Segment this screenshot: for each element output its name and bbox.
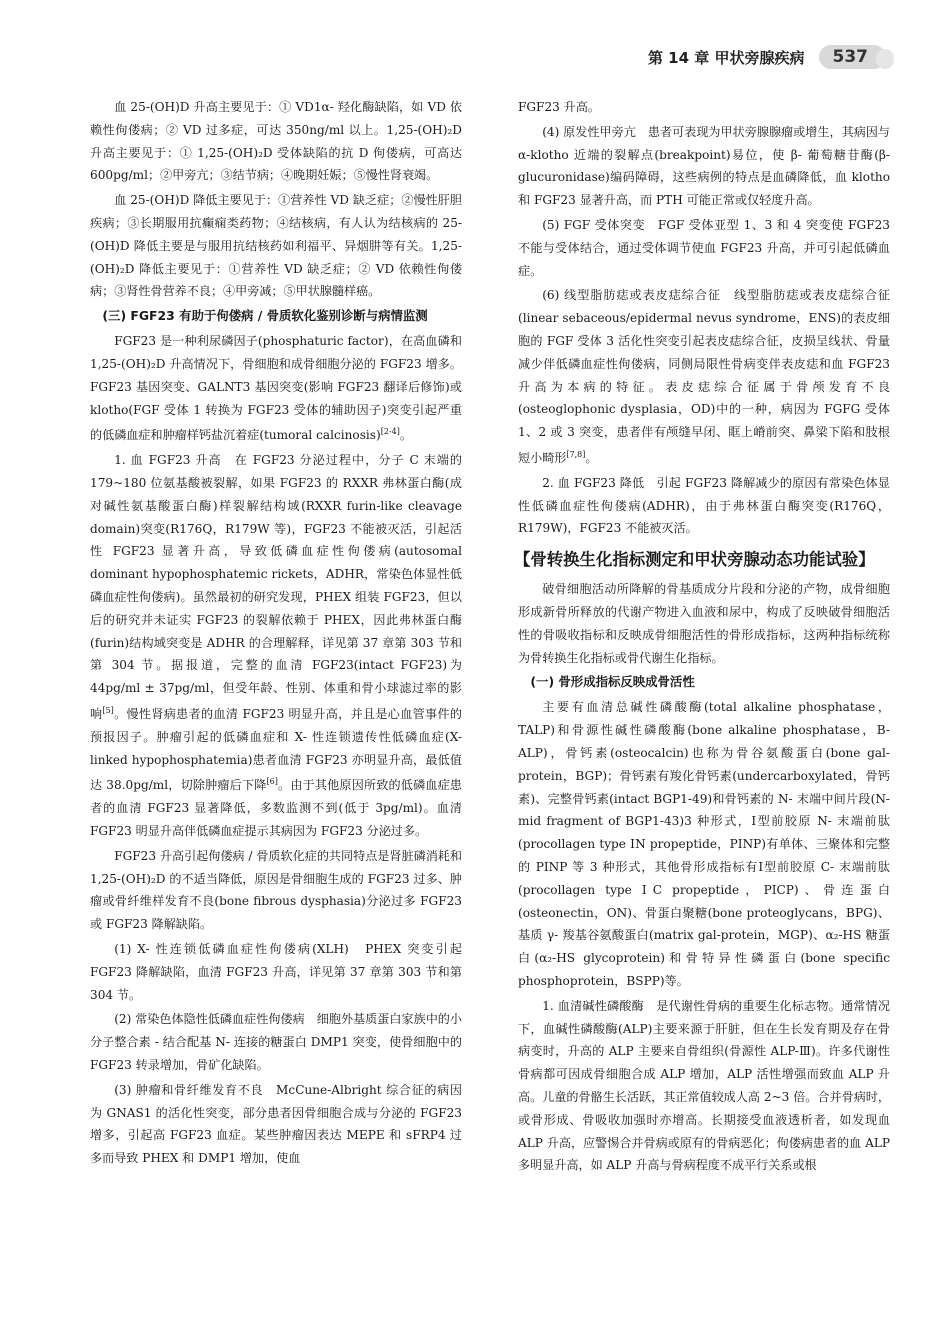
- paragraph-text: (6) 线型脂肪痣或表皮痣综合征 线型脂肪痣或表皮痣综合征(linear sebaceous/epidermal nevus syndrome，ENS)的表皮细胞的 FGF 受体 3 活化性突变引起表皮痣综合征，皮损呈线状、骨量减少伴低磷血症性佝偻病，同侧局限性骨病变伴表皮痣和血 FGF23 升高为本病的特征。表皮痣综合征属于骨颅发育不良(osteoglophonic dysplasia，OD)中的一种，病因为 FGFG 受体 1、2 或 3 突变，患者伴有颅缝早闭、眶上嵴前突、鼻梁下陷和肢根短小畸形: [518, 288, 890, 465]
- paragraph-text: 。: [585, 450, 598, 465]
- citation: [2-4]: [380, 427, 400, 437]
- paragraph: [90, 330, 462, 447]
- paragraph: 血 25-(OH)D 升高主要见于：① VD1α- 羟化酶缺陷，如 VD 依赖性佝偻病；② VD 过多症，可达 350ng/ml 以上。1,25-(OH)₂D 升高主要见于：① 1,25-(OH)₂D 受体缺陷的抗 D 佝偻病，可高达 600pg/ml；②甲旁亢；③结节病；④晚期妊娠；⑤慢性肾衰竭。: [90, 100, 462, 183]
- citation: [6]: [266, 777, 278, 787]
- citation: [5]: [102, 705, 114, 715]
- paragraph-text: FGF23 是一种利尿磷因子(phosphaturic factor)，在高血磷和 1,25-(OH)₂D 升高情况下，骨细胞和成骨细胞分泌的 FGF23 增多。FGF23 基因突变、GALNT3 基因突变(影响 FGF23 翻译后修饰)或 klotho(FGF 受体 1 转换为 FGF23 受体的辅助因子)突变引起严重的低磷血症和肿瘤样钙盐沉着症(tumoral calcinosis): [90, 334, 462, 443]
- left-column: [90, 96, 462, 1296]
- paragraph: [90, 449, 462, 843]
- paragraph: 血 25-(OH)D 降低主要见于：①营养性 VD 缺乏症；②慢性肝胆疾病；③长期服用抗癫痫类药物；④结核病，有人认为结核病的 25-(OH)D 降低主要是与服用抗结核药如利福平、异烟肼等有关。1,25-(OH)₂D 降低主要见于：①营养性 VD 缺乏症；② VD 依赖性佝偻病；③肾性骨营养不良；④甲旁减；⑤甲状腺髓样癌。: [90, 193, 462, 299]
- chapter-title: 第 14 章 甲状旁腺疾病: [647, 48, 805, 67]
- paragraph: 主要有血清总碱性磷酸酶(total alkaline phosphatase，TALP)和骨源性碱性磷酸酶(bone alkaline phosphatase，B-ALP)，骨钙素(osteocalcin)也称为骨谷氨酸蛋白(bone gal-protein，BGP)；骨钙素有羧化骨钙素(undercarboxylated，骨钙素)、完整骨钙素(intact BGP1-49)和骨钙素的 N- 末端中间片段(N-mid fragment of BGP1-43)3 种形式，Ⅰ型前胶原 N- 末端前肽(procollagen type ⅠN propeptide，PINP)有单体、三聚体和完整的 PINP 等 3 种形式，其他骨形成指标有Ⅰ型前胶原 C- 末端前肽(procollagen type ⅠC propeptide，PICP)、骨连蛋白(osteonectin，ON)、骨蛋白聚糖(bone proteoglycans，BPG)、基质 γ- 羧基谷氨酸蛋白(matrix gal-protein，MGP)、α₂-HS 糖蛋白(α₂-HS glycoprotein)和骨特异性磷蛋白(bone specific phosphoprotein，BSPP)等。: [518, 700, 890, 988]
- text-columns: [90, 96, 890, 1296]
- paragraph-text: 。: [399, 428, 412, 443]
- paragraph: (5) FGF 受体突变 FGF 受体亚型 1、3 和 4 突变使 FGF23 不能与受体结合，通过受体调节使血 FGF23 升高，并可引起低磷血症。: [518, 217, 890, 278]
- paragraph: (4) 原发性甲旁亢 患者可表现为甲状旁腺腺瘤或增生，其病因与 α-klotho 近端的裂解点(breakpoint)易位，使 β- 葡萄糖苷酶(β-glucuronidase)编码障碍，这些病例的特点是血磷降低，血 klotho 和 FGF23 显著升高，而 PTH 可能正常或仅轻度升高。: [518, 124, 890, 208]
- paragraph: (3) 肿瘤和骨纤维发育不良 McCune-Albright 综合征的病因为 GNAS1 的活化性突变，部分患者因骨细胞合成与分泌的 FGF23 增多，引起高 FGF23 血症。某些肿瘤因表达 MEPE 和 sFRP4 过多而导致 PHEX 和 DMP1 增加，使血: [90, 1082, 462, 1166]
- citation: [7,8]: [566, 449, 586, 459]
- page-number: 537: [819, 45, 887, 69]
- paragraph: 2. 血 FGF23 降低 引起 FGF23 降解减少的原因有常染色体显性低磷血症性佝偻病(ADHR)，由于弗林蛋白酶突变(R176Q，R179W)，FGF23 不能被灭活。: [518, 475, 890, 536]
- subsection-heading: (一) 骨形成指标反映成骨活性: [530, 674, 695, 690]
- page-header: [648, 42, 886, 72]
- paragraph: FGF23 升高引起佝偻病 / 骨质软化症的共同特点是肾脏磷消耗和 1,25-(OH)₂D 的不适当降低，原因是骨细胞生成的 FGF23 过多、肿瘤或骨纤维样发育不良(bone fibrous dysphasia)分泌过多 FGF23 或 FGF23 降解缺陷。: [90, 848, 462, 932]
- paragraph: (2) 常染色体隐性低磷血症性佝偻病 细胞外基质蛋白家族中的小分子整合素 - 结合配基 N- 连接的糖蛋白 DMP1 突变，使骨细胞中的 FGF23 转录增加，骨矿化缺陷。: [90, 1012, 462, 1072]
- paragraph-text: 。慢性肾病患者的血清 FGF23 明显升高，并且是心血管事件的预报因子。肿瘤引起的低磷血症和 X- 性连锁遗传性低磷血症(X-linked hypophosphatemia)患者血清 FGF23 亦明显升高，最低值达 38.0pg/ml，切除肿瘤后下降: [90, 706, 462, 793]
- subsection-heading: (三) FGF23 有助于佝偻病 / 骨质软化鉴别诊断与病情监测: [102, 308, 428, 324]
- section-heading: 【骨转换生化指标测定和甲状旁腺动态功能试验】: [514, 550, 875, 570]
- paragraph-text: 1. 血 FGF23 升高 在 FGF23 分泌过程中，分子 C 末端的 179~180 位氨基酸被裂解，如果 FGF23 的 RXXR 弗林蛋白酶(成对碱性氨基酸蛋白酶)样裂解结构域(RXXR furin-like cleavage domain)突变(R176Q，R179W 等)，FGF23 不能被灭活，引起活性 FGF23 显著升高，导致低磷血症性佝偻病(autosomal dominant hypophosphatemic rickets，ADHR，常染色体显性低磷血症性佝偻病)。虽然最初的研究发现，PHEX 组装 FGF23，但以后的研究并未证实 FGF23 的裂解依赖于 PHEX，因此弗林蛋白酶(furin)结构域突变是 ADHR 的合理解释，详见第 37 章第 303 节和第 304 节。据报道，完整的血清 FGF23(intact FGF23)为 44pg/ml ± 37pg/ml，但受年龄、性别、体重和骨小球滤过率的影响: [90, 453, 462, 721]
- paragraph: 1. 血清碱性磷酸酶 是代谢性骨病的重要生化标志物。通常情况下，血碱性磷酸酶(ALP)主要来源于肝脏，但在生长发育期及存在骨病变时，升高的 ALP 主要来自骨组织(骨源性 ALP-Ⅲ)。许多代谢性骨病都可因成骨细胞合成 ALP 增加，ALP 活性增强而致血 ALP 升高。儿童的骨骼生长活跃，其正常值较成人高 2~3 倍。合并骨病时，或骨形成、骨吸收加强时亦增高。长期接受血液透析者，如发现血 ALP 升高，应警惕合并骨病或原有的骨病恶化；佝偻病患者的血 ALP 多明显升高，如 ALP 升高与骨病程度不成平行关系或根: [518, 998, 890, 1173]
- paragraph: [518, 284, 890, 469]
- paragraph: FGF23 升高。: [518, 100, 600, 114]
- paragraph: (1) X- 性连锁低磷血症性佝偻病(XLH) PHEX 突变引起 FGF23 降解缺陷，血清 FGF23 升高，详见第 37 章第 303 节和第 304 节。: [90, 941, 462, 1002]
- paragraph-text: 。由于其他原因所致的低磷血症患者的血清 FGF23 显著降低，多数监测不到(低于 3pg/ml)。血清 FGF23 明显升高伴低磷血症提示其病因为 FGF23 分泌过多。: [90, 778, 462, 838]
- right-column: [514, 96, 890, 1296]
- paragraph: 破骨细胞活动所降解的骨基质成分片段和分泌的产物，成骨细胞形成新骨所释放的代谢产物进入血液和尿中，构成了反映破骨细胞活性的骨吸收指标和反映成骨细胞活性的骨形成指标，这两种指标统称为骨转换生化指标或骨代谢生化指标。: [518, 582, 890, 665]
